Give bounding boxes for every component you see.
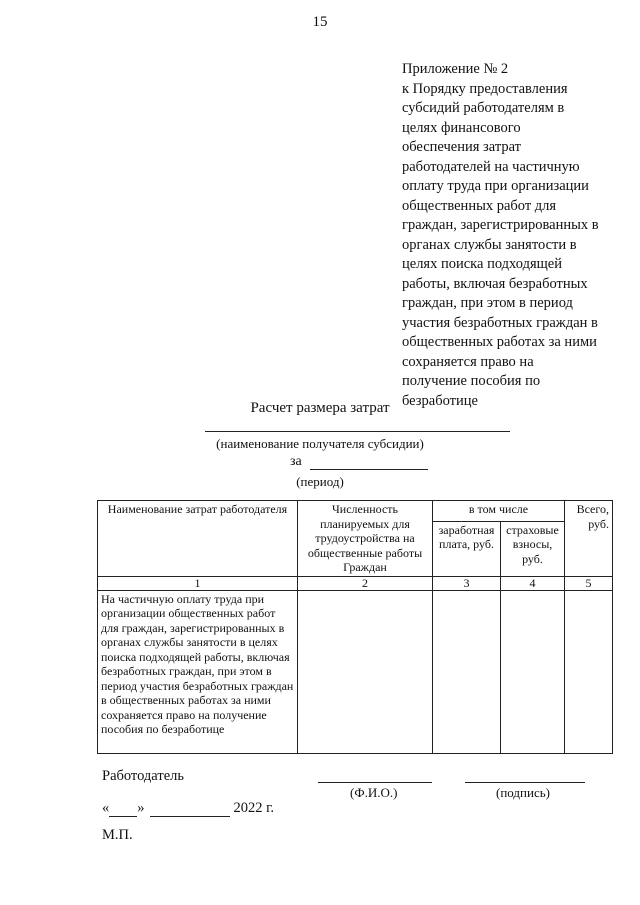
appendix-line: целях поиска подходящей [402,256,562,272]
date-month-field[interactable] [150,802,230,817]
appendix-line: общественных работах за ними [402,334,597,350]
total-cell[interactable] [565,590,613,753]
date-open-quote: « [102,800,110,816]
appendix-line: субсидий работодателям в [402,100,565,116]
column-numbers-row [98,576,613,590]
period-caption: (период) [296,474,344,489]
recipient-name-field[interactable] [205,431,510,432]
appendix-line: получение пособия по [402,373,541,389]
column-number: 5 [565,576,613,590]
signature-field[interactable] [465,782,585,783]
appendix-line: Приложение № 2 [402,61,509,77]
header-cost-name: Наименование затрат работодателя [98,501,298,577]
fio-caption: (Ф.И.О.) [350,785,398,800]
date-day-field[interactable] [109,802,137,817]
insurance-cell[interactable] [501,590,565,753]
appendix-line: обеспечения затрат [402,139,521,155]
appendix-line: целях финансового [402,119,521,136]
column-number: 2 [298,576,433,590]
date-year: 2022 г. [233,800,275,816]
header-planned-count: Численность планируемых для трудоустройства на общественные работы Граждан [298,501,433,577]
period-row [290,454,428,470]
date-line [102,800,274,817]
planned-count-cell[interactable] [298,590,433,753]
period-field[interactable] [310,455,428,470]
date-close-quote: » [137,800,145,816]
appendix-line: работодателей на частичную [402,158,580,175]
document-title: Расчет размера затрат [250,400,390,416]
period-prefix: за [290,454,302,469]
appendix-line: органах службы занятости в [402,236,577,253]
appendix-line: сохраняется право на [402,353,534,370]
header-total: Всего, руб. [565,501,613,577]
appendix-line: безработице [402,392,478,409]
salary-cell[interactable] [433,590,501,753]
appendix-line: участия безработных граждан в [402,314,598,331]
recipient-caption: (наименование получателя субсидии) [216,436,424,451]
header-salary: заработная плата, руб. [433,521,501,576]
signature-caption: (подпись) [496,785,550,800]
page-number: 15 [312,14,328,30]
cost-calculation-table [97,500,613,754]
appendix-line: работы, включая безработных [402,275,588,292]
table-row [98,590,613,753]
stamp-label: М.П. [102,827,133,843]
appendix-line: оплату труда при организации [402,178,589,194]
cost-description-cell: На частичную оплату труда при организации общественных работ для граждан, зарегистрированных в органах службы занятости в целях поиска подходящей работы, включая безработных граждан, при этом в период участия безработных граждан в общественных работах за ними сохраняется право на получение пособия по безработице [98,590,298,753]
appendix-line: общественных работ для [402,197,557,214]
column-number: 1 [98,576,298,590]
header-including-group: в том числе [433,501,565,522]
employer-label: Работодатель [102,768,184,784]
column-number: 3 [433,576,501,590]
header-insurance: страховые взносы, руб. [501,521,565,576]
column-number: 4 [501,576,565,590]
appendix-block [402,60,617,411]
appendix-line: граждан, зарегистрированных в [402,217,599,233]
fio-field[interactable] [318,782,432,783]
appendix-line: граждан, при этом в период [402,295,573,311]
appendix-line: к Порядку предоставления [402,80,568,97]
